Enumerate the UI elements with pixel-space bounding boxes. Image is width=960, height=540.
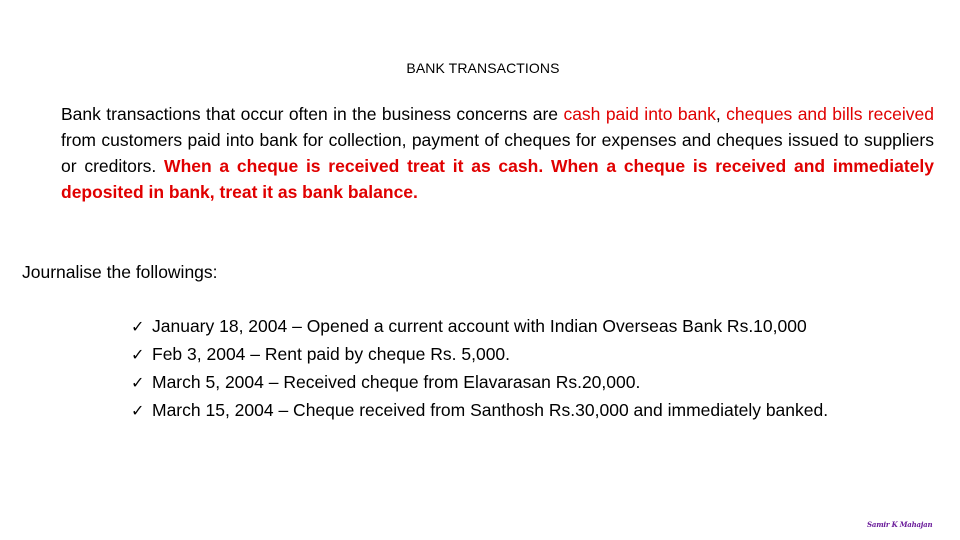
checkmark-icon: ✓ — [131, 347, 145, 364]
intro-text-3: from customers paid into bank for collection, payment of cheques for expenses and cheques issued to suppliers or creditors. — [61, 130, 934, 176]
transaction-text: January 18, 2004 – Opened a current account with Indian Overseas Bank Rs.10,000 — [152, 316, 807, 336]
intro-text-1: Bank transactions that occur often in the business concerns are — [61, 104, 564, 124]
intro-highlight-cash-paid: cash paid into bank — [563, 104, 716, 124]
intro-text-2: , — [715, 104, 727, 124]
checkmark-icon: ✓ — [131, 319, 145, 336]
transaction-text: March 15, 2004 – Cheque received from Santhosh Rs.30,000 and immediately banked. — [152, 400, 829, 420]
transaction-item — [131, 397, 828, 425]
author-signature: Samir K Mahajan — [867, 520, 933, 529]
checkmark-icon: ✓ — [131, 403, 145, 420]
transaction-text: Feb 3, 2004 – Rent paid by cheque Rs. 5,000. — [152, 344, 511, 364]
transaction-list — [131, 313, 828, 425]
instruction-text: Journalise the followings: — [22, 262, 218, 282]
intro-highlight-cheques-bills: cheques and bills received — [726, 104, 934, 124]
slide-title: BANK TRANSACTIONS — [406, 60, 560, 76]
intro-paragraph — [61, 101, 934, 205]
intro-highlight-rule: When a cheque is received treat it as cash. When a cheque is received and immediately deposited in bank, treat it as bank balance. — [61, 156, 934, 202]
transaction-item — [131, 369, 828, 397]
checkmark-icon: ✓ — [131, 375, 145, 392]
transaction-item — [131, 341, 828, 369]
transaction-item — [131, 313, 828, 341]
transaction-text: March 5, 2004 – Received cheque from Elavarasan Rs.20,000. — [152, 372, 641, 392]
